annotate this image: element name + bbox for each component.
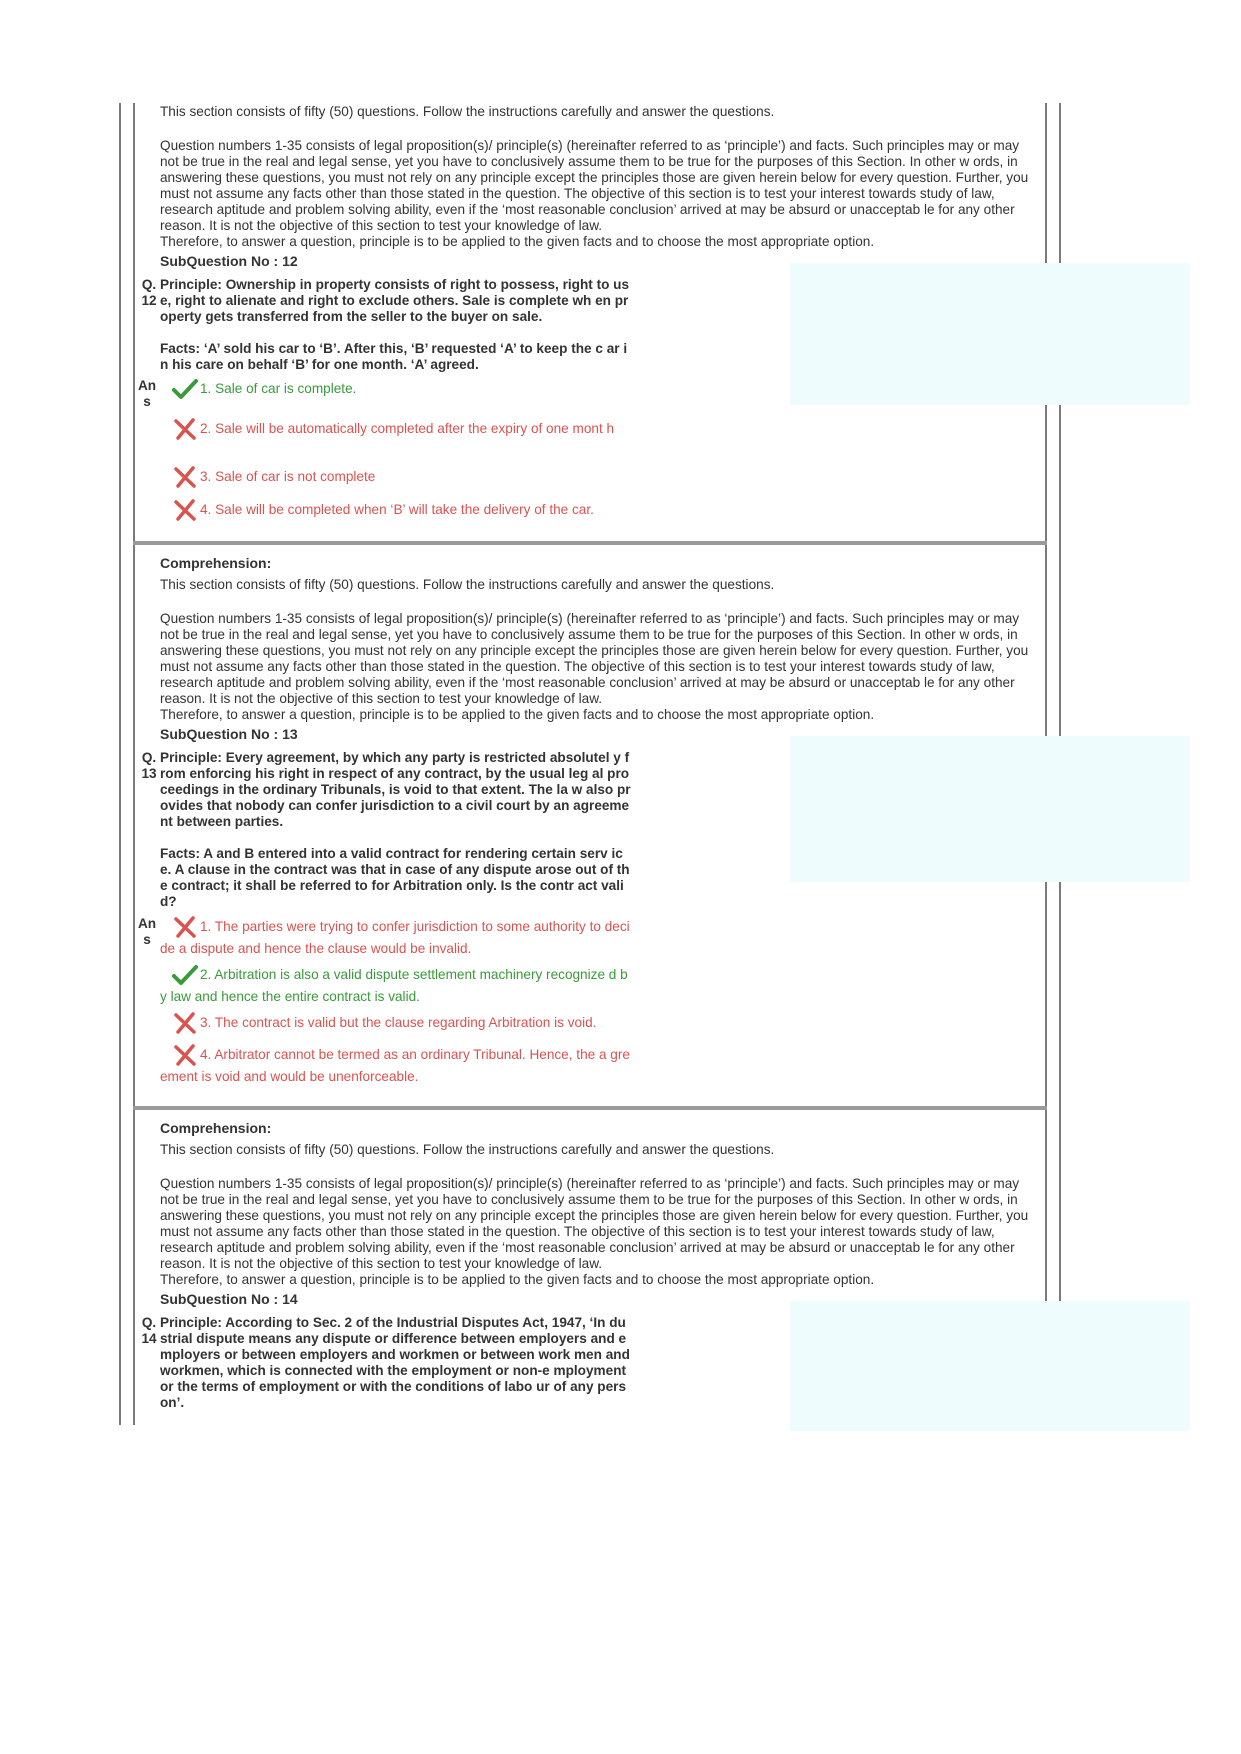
answer-option-4[interactable] bbox=[160, 1044, 633, 1090]
answer-option-3[interactable] bbox=[160, 1012, 633, 1044]
answer-option-3[interactable] bbox=[160, 466, 633, 499]
question-number: Q. 12 bbox=[141, 277, 157, 308]
question-text: Principle: Ownership in property consists of right to possess, right to use, right to alienate and right to exclude others. Sale is complete wh en property gets transferred from the seller to the buyer on sale. Facts: ‘A’ sold his car to ‘B’. After this, ‘B’ requested ‘A’ to keep the c ar in his care on behalf ‘B’ for one month. ‘A’ agreed. bbox=[160, 277, 630, 372]
section-intro: This section consists of fifty (50) questions. Follow the instructions carefully and answer the questions. bbox=[160, 577, 775, 592]
option-text: 1. The parties were trying to confer jurisdiction to some authority to decide a dispute and hence the clause would be invalid. bbox=[160, 919, 630, 957]
question-text: Principle: According to Sec. 2 of the Industrial Disputes Act, 1947, ‘In dustrial dispute means any dispute or difference between employers and employers or between employers and workmen or between work men and workmen, which is connected with the employment or non-e mployment or the terms of employment or with the conditions of labo ur of any person’. bbox=[160, 1315, 630, 1410]
cross-icon bbox=[172, 418, 198, 440]
subquestion-number: SubQuestion No : 13 bbox=[160, 726, 298, 742]
answer-panel bbox=[790, 1301, 1190, 1431]
answer-label: An s bbox=[137, 916, 157, 947]
question-section-13 bbox=[137, 555, 1040, 1090]
question-number: Q. 13 bbox=[141, 750, 157, 781]
section-intro: This section consists of fifty (50) questions. Follow the instructions carefully and answer the questions. bbox=[160, 104, 775, 119]
section-instructions: Question numbers 1-35 consists of legal proposition(s)/ principle(s) (hereinafter referred to as ‘principle’) and facts. Such principles may or may not be true in the real and legal sense, yet you have to conclusively assume them to be true for the purposes of this Section. In other w ords, in answering these questions, you must not rely on any principle except the principles those are given herein below for every question. Further, you must not assume any facts other than those stated in the question. The objective of this section is to test your interest towards study of law, research aptitude and problem solving ability, even if the ‘most reasonable conclusion’ arrived at may be absurd or unacceptab le for any other reason. It is not the objective of this section to test your knowledge of law. Therefore, to answer a question, principle is to be applied to the given facts and to choose the most appropriate option. bbox=[160, 138, 1029, 249]
option-text: 2. Sale will be automatically completed after the expiry of one mont h bbox=[200, 421, 615, 436]
answer-option-1[interactable] bbox=[160, 378, 633, 418]
frame-left-outer bbox=[119, 103, 121, 1425]
subquestion-number: SubQuestion No : 12 bbox=[160, 253, 298, 269]
answer-option-2[interactable] bbox=[160, 418, 633, 466]
question-row bbox=[141, 277, 1040, 373]
cross-icon bbox=[172, 1012, 198, 1034]
cross-icon bbox=[172, 466, 198, 488]
answers bbox=[137, 378, 1040, 529]
question-number: Q. 14 bbox=[141, 1315, 157, 1346]
comprehension-label: Comprehension: bbox=[160, 1120, 272, 1136]
answer-option-2[interactable] bbox=[160, 964, 633, 1012]
answers bbox=[137, 916, 1040, 1090]
check-icon bbox=[172, 964, 198, 986]
answer-option-4[interactable] bbox=[160, 499, 633, 529]
option-text: 4. Sale will be completed when ‘B’ will take the delivery of the car. bbox=[200, 502, 594, 517]
comprehension-label: Comprehension: bbox=[160, 555, 272, 571]
question-text: Principle: Every agreement, by which any party is restricted absolutel y from enforcing his right in respect of any contract, by the usual leg al proceedings in the ordinary Tribunals, is void to that extent. The la w also provides that nobody can confer jurisdiction to a civil court by an agreement between parties. Facts: A and B entered into a valid contract for rendering certain serv ice. A clause in the contract was that in case of any dispute arose out of the contract; it shall be referred to for Arbitration only. Is the contr act valid? bbox=[160, 750, 631, 909]
frame-left-inner bbox=[133, 103, 135, 1425]
option-text: 2. Arbitration is also a valid dispute settlement machinery recognize d by law and hence the entire contract is valid. bbox=[160, 967, 628, 1005]
answer-option-1[interactable] bbox=[160, 916, 633, 964]
section-instructions: Question numbers 1-35 consists of legal proposition(s)/ principle(s) (hereinafter referred to as ‘principle’) and facts. Such principles may or may not be true in the real and legal sense, yet you have to conclusively assume them to be true for the purposes of this Section. In other w ords, in answering these questions, you must not rely on any principle except the principles those are given herein below for every question. Further, you must not assume any facts other than those stated in the question. The objective of this section is to test your interest towards study of law, research aptitude and problem solving ability, even if the ‘most reasonable conclusion’ arrived at may be absurd or unacceptab le for any other reason. It is not the objective of this section to test your knowledge of law. Therefore, to answer a question, principle is to be applied to the given facts and to choose the most appropriate option. bbox=[160, 1176, 1029, 1287]
cross-icon bbox=[172, 499, 198, 521]
option-text: 3. Sale of car is not complete bbox=[200, 469, 376, 484]
answer-label: An s bbox=[137, 378, 157, 409]
option-text: 4. Arbitrator cannot be termed as an ordinary Tribunal. Hence, the a greement is void and would be unenforceable. bbox=[160, 1047, 630, 1085]
cross-icon bbox=[172, 1044, 198, 1066]
subquestion-number: SubQuestion No : 14 bbox=[160, 1291, 298, 1307]
section-divider bbox=[133, 1106, 1047, 1110]
question-section-14 bbox=[141, 1120, 1040, 1411]
option-text: 3. The contract is valid but the clause regarding Arbitration is void. bbox=[200, 1015, 597, 1030]
question-row bbox=[141, 750, 1040, 910]
section-instructions: Question numbers 1-35 consists of legal proposition(s)/ principle(s) (hereinafter referred to as ‘principle’) and facts. Such principles may or may not be true in the real and legal sense, yet you have to conclusively assume them to be true for the purposes of this Section. In other w ords, in answering these questions, you must not rely on any principle except the principles those are given herein below for every question. Further, you must not assume any facts other than those stated in the question. The objective of this section is to test your interest towards study of law, research aptitude and problem solving ability, even if the ‘most reasonable conclusion’ arrived at may be absurd or unacceptab le for any other reason. It is not the objective of this section to test your knowledge of law. Therefore, to answer a question, principle is to be applied to the given facts and to choose the most appropriate option. bbox=[160, 611, 1029, 722]
question-section-12 bbox=[137, 104, 1040, 529]
section-intro: This section consists of fifty (50) questions. Follow the instructions carefully and answer the questions. bbox=[160, 1142, 775, 1157]
answer-panel bbox=[790, 736, 1190, 882]
section-divider bbox=[133, 541, 1047, 545]
cross-icon bbox=[172, 916, 198, 938]
question-row bbox=[141, 1315, 1040, 1411]
option-text: 1. Sale of car is complete. bbox=[200, 381, 357, 396]
check-icon bbox=[172, 378, 198, 400]
